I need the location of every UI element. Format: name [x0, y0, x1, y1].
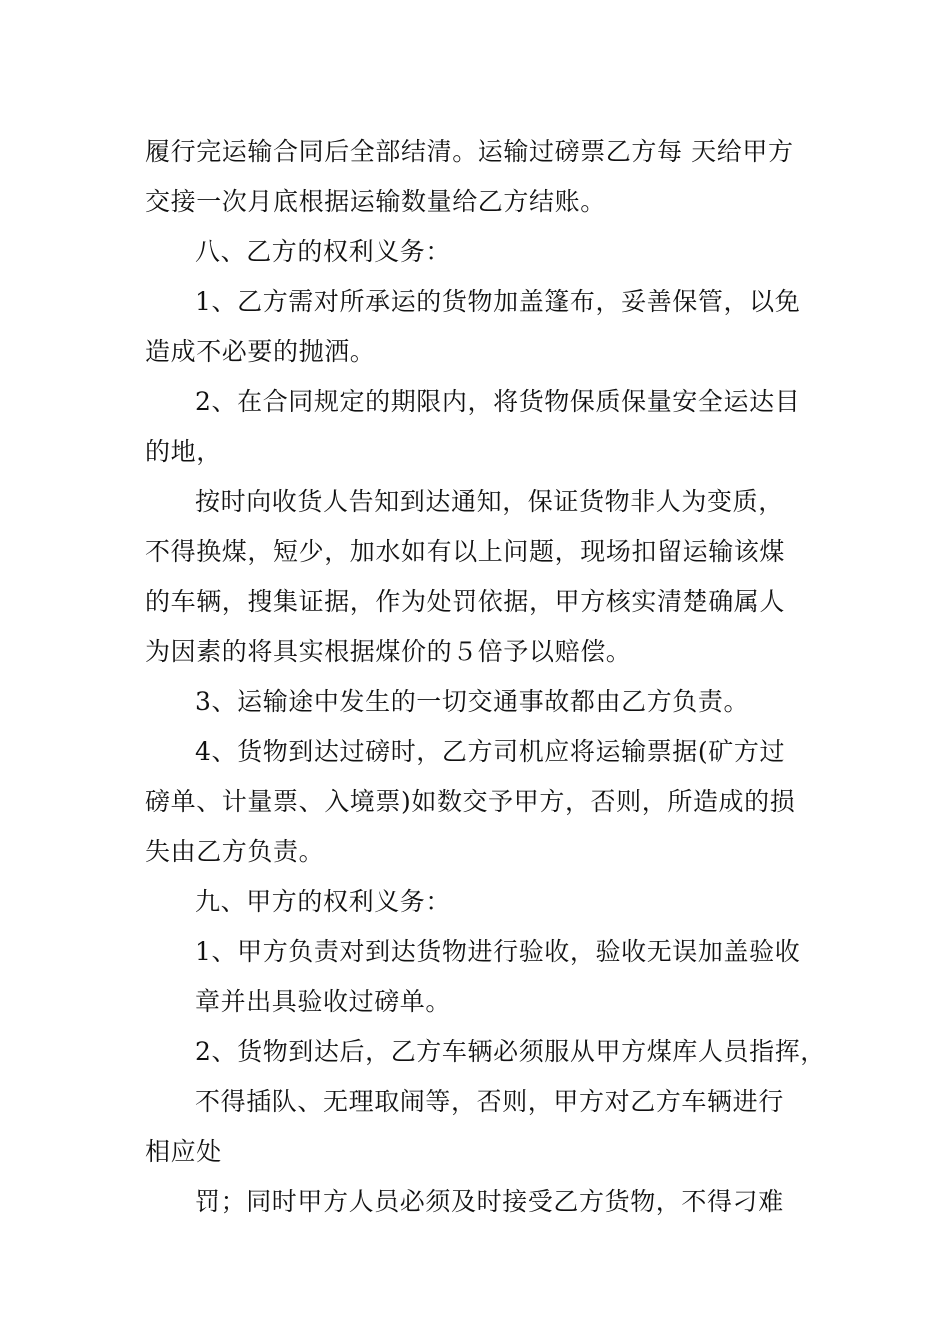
text-line-7: 的地， — [145, 437, 222, 466]
section-heading-8: 八、乙方的权利义务： — [195, 237, 452, 266]
section-heading-9: 九、甲方的权利义务： — [195, 887, 452, 916]
text-line-18: 章并出具验收过磅单。 — [195, 987, 452, 1016]
text-line-6: 2、在合同规定的期限内，将货物保质保量安全运达目 — [195, 387, 801, 416]
text-line-13: 4、货物到达过磅时，乙方司机应将运输票据(矿方过 — [195, 737, 786, 766]
text-line-12: 3、运输途中发生的一切交通事故都由乙方负责。 — [195, 687, 750, 716]
text-line-22: 罚；同时甲方人员必须及时接受乙方货物，不得刁难 — [195, 1187, 784, 1216]
text-line-19: 2、货物到达后，乙方车辆必须服从甲方煤库人员指挥， — [195, 1037, 826, 1066]
text-line-1: 履行完运输合同后全部结清。运输过磅票乙方每 天给甲方 — [145, 137, 794, 166]
text-line-10: 的车辆，搜集证据，作为处罚依据，甲方核实清楚确属人 — [145, 587, 786, 616]
text-line-11: 为因素的将具实根据煤价的５倍予以赔偿。 — [145, 637, 632, 666]
text-line-21: 相应处 — [145, 1137, 222, 1166]
text-line-5: 造成不必要的抛洒。 — [145, 337, 376, 366]
text-line-2: 交接一次月底根据运输数量给乙方结账。 — [145, 187, 606, 216]
text-line-17: 1、甲方负责对到达货物进行验收，验收无误加盖验收 — [195, 937, 801, 966]
text-line-14: 磅单、计量票、入境票)如数交予甲方，否则，所造成的损 — [145, 787, 796, 816]
text-line-20: 不得插队、无理取闹等，否则，甲方对乙方车辆进行 — [195, 1087, 784, 1116]
text-line-4: 1、乙方需对所承运的货物加盖篷布，妥善保管，以免 — [195, 287, 801, 316]
text-line-15: 失由乙方负责。 — [145, 837, 325, 866]
text-line-8: 按时向收货人告知到达通知，保证货物非人为变质， — [195, 487, 784, 516]
text-line-9: 不得换煤，短少，加水如有以上问题，现场扣留运输该煤 — [145, 537, 786, 566]
